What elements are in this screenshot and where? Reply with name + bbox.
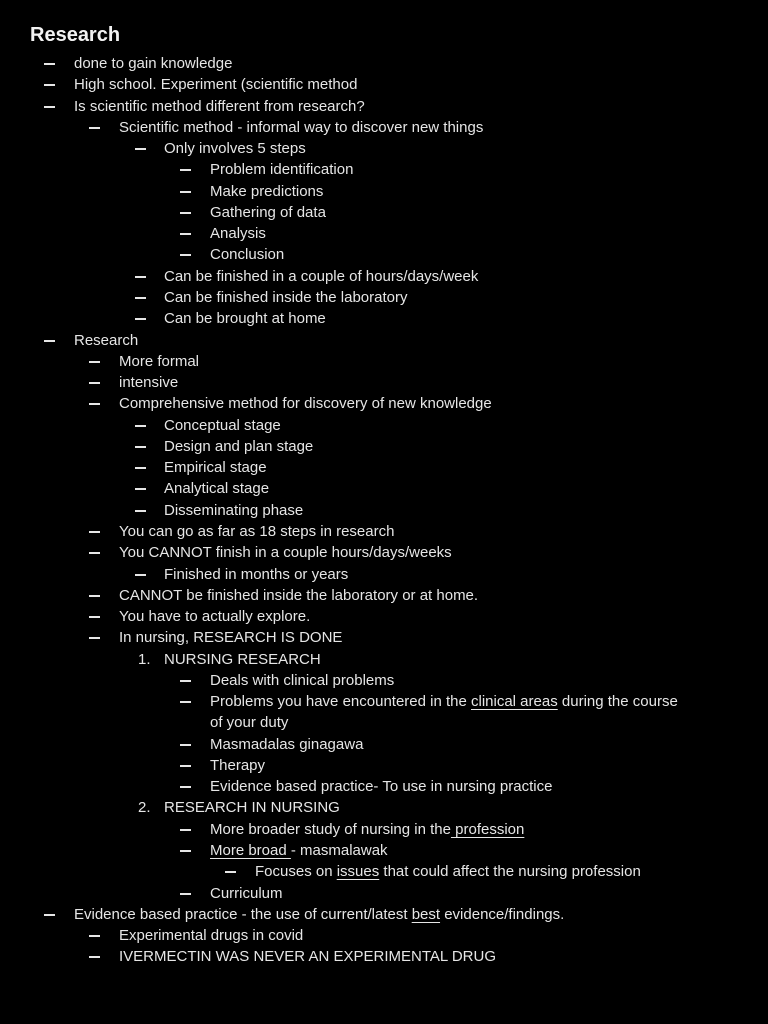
- outline-line[interactable]: [0, 691, 768, 712]
- dash-bullet-icon: [180, 850, 191, 852]
- dash-bullet-icon: [44, 914, 55, 916]
- dash-bullet-icon: [180, 893, 191, 895]
- underlined-text: clinical areas: [471, 693, 558, 711]
- line-text[interactable]: Only involves 5 steps: [164, 140, 306, 158]
- text-segment: Evidence based practice - the use of current/latest: [74, 905, 412, 923]
- outline-line[interactable]: [0, 904, 768, 925]
- dash-bullet-icon: [180, 254, 191, 256]
- line-text[interactable]: Can be finished inside the laboratory: [164, 289, 408, 306]
- outline-line[interactable]: [0, 819, 768, 840]
- line-text[interactable]: You can go as far as 18 steps in research: [119, 522, 395, 540]
- line-text[interactable]: Can be finished in a couple of hours/days/week: [164, 267, 479, 285]
- line-text[interactable]: Gathering of data: [210, 203, 326, 221]
- outline-line[interactable]: [0, 500, 768, 521]
- outline-line[interactable]: [0, 74, 768, 95]
- line-text[interactable]: Therapy: [210, 756, 266, 774]
- dash-bullet-icon: [89, 531, 100, 533]
- text-segment: More broader study of nursing in the: [210, 820, 451, 838]
- outline-line[interactable]: [0, 330, 768, 351]
- outline-line[interactable]: [0, 53, 768, 74]
- list-number: 2.: [138, 799, 151, 817]
- outline-line[interactable]: [0, 925, 768, 946]
- line-text[interactable]: intensive: [119, 374, 179, 392]
- line-text[interactable]: You have to actually explore.: [119, 608, 311, 625]
- dash-bullet-icon: [180, 744, 191, 746]
- outline-line[interactable]: [0, 883, 768, 904]
- outline-line[interactable]: [0, 244, 768, 265]
- dash-bullet-icon: [89, 127, 100, 129]
- line-text[interactable]: Finished in months or years: [164, 565, 349, 583]
- outline-line[interactable]: [0, 223, 768, 244]
- line-text[interactable]: Disseminating phase: [164, 501, 304, 519]
- dash-bullet-icon: [135, 425, 146, 427]
- dash-bullet-icon: [89, 361, 100, 363]
- dash-bullet-icon: [180, 829, 191, 831]
- text-segment: during the course: [557, 693, 678, 711]
- outline-line[interactable]: [0, 457, 768, 478]
- text-segment: that could affect the nursing profession: [379, 863, 641, 881]
- text-segment: - masmalawak: [290, 842, 388, 859]
- line-text[interactable]: [74, 904, 564, 925]
- line-text[interactable]: In nursing, RESEARCH IS DONE: [119, 629, 343, 647]
- outline-line[interactable]: [0, 478, 768, 499]
- dash-bullet-icon: [44, 340, 55, 342]
- dash-bullet-icon: [89, 616, 100, 618]
- dash-bullet-icon: [135, 510, 146, 512]
- dash-bullet-icon: [225, 871, 236, 873]
- outline-line[interactable]: [0, 797, 768, 818]
- line-text[interactable]: Masmadalas ginagawa: [210, 735, 364, 753]
- line-text[interactable]: Design and plan stage: [164, 437, 314, 455]
- outline-line[interactable]: [0, 287, 768, 308]
- line-text[interactable]: Can be brought at home: [164, 310, 326, 328]
- dash-bullet-icon: [180, 701, 191, 703]
- outline-line[interactable]: [0, 670, 768, 691]
- dash-bullet-icon: [89, 935, 100, 937]
- line-text[interactable]: Problem identification: [210, 161, 354, 179]
- outline-line[interactable]: [0, 521, 768, 542]
- line-text[interactable]: NURSING RESEARCH: [164, 650, 321, 668]
- line-text[interactable]: Scientific method - informal way to discover new things: [119, 118, 484, 136]
- outline-line[interactable]: [0, 840, 768, 861]
- dash-bullet-icon: [89, 956, 100, 958]
- dash-bullet-icon: [180, 191, 191, 193]
- outline-line[interactable]: [0, 946, 768, 967]
- underlined-text: issues: [336, 863, 380, 881]
- line-text[interactable]: done to gain knowledge: [74, 55, 233, 72]
- outline-line[interactable]: [0, 159, 768, 180]
- text-segment: Focuses on: [255, 863, 337, 881]
- underlined-text: More broad: [210, 842, 291, 859]
- line-text[interactable]: [255, 861, 641, 882]
- note-title[interactable]: Research: [30, 24, 121, 46]
- outline-line[interactable]: [0, 436, 768, 457]
- line-text[interactable]: Is scientific method different from research?: [74, 97, 365, 115]
- outline-line[interactable]: [0, 776, 768, 797]
- dash-bullet-icon: [180, 233, 191, 235]
- line-text[interactable]: Evidence based practice- To use in nursing practice: [210, 778, 553, 796]
- line-text[interactable]: Conclusion: [210, 246, 285, 264]
- dash-bullet-icon: [180, 680, 191, 682]
- line-text[interactable]: Analytical stage: [164, 480, 270, 498]
- outline-line[interactable]: [0, 734, 768, 755]
- outline-line[interactable]: [0, 266, 768, 287]
- dash-bullet-icon: [89, 382, 100, 384]
- dash-bullet-icon: [89, 403, 100, 405]
- outline-line[interactable]: [0, 415, 768, 436]
- outline-line[interactable]: [0, 181, 768, 202]
- line-text[interactable]: RESEARCH IN NURSING: [164, 799, 340, 817]
- outline-line[interactable]: [0, 606, 768, 627]
- underlined-text: profession: [450, 820, 525, 838]
- line-text[interactable]: Research: [74, 331, 139, 349]
- outline-line[interactable]: [0, 138, 768, 159]
- line-text[interactable]: Comprehensive method for discovery of new knowledge: [119, 395, 492, 413]
- outline-line[interactable]: [0, 564, 768, 585]
- line-text[interactable]: High school. Experiment (scientific method: [74, 76, 358, 94]
- line-text[interactable]: You CANNOT finish in a couple hours/days/weeks: [119, 544, 452, 562]
- dash-bullet-icon: [135, 297, 146, 299]
- dash-bullet-icon: [135, 574, 146, 576]
- outline-line[interactable]: [0, 96, 768, 117]
- outline-line[interactable]: [0, 372, 768, 393]
- outline-line[interactable]: [0, 755, 768, 776]
- outline-line[interactable]: [0, 627, 768, 648]
- text-segment: evidence/findings.: [440, 905, 565, 923]
- dash-bullet-icon: [180, 786, 191, 788]
- underlined-text: best: [411, 905, 441, 923]
- text-segment: Problems you have encountered in the: [210, 693, 471, 711]
- outline-line[interactable]: [0, 308, 768, 329]
- line-text[interactable]: [210, 840, 388, 861]
- dash-bullet-icon: [44, 106, 55, 108]
- dash-bullet-icon: [89, 637, 100, 639]
- dash-bullet-icon: [89, 595, 100, 597]
- dash-bullet-icon: [135, 467, 146, 469]
- outline-line[interactable]: [0, 861, 768, 882]
- line-text[interactable]: More formal: [119, 352, 200, 370]
- line-text[interactable]: Experimental drugs in covid: [119, 927, 304, 945]
- outline-line[interactable]: [0, 585, 768, 606]
- outline-line[interactable]: [0, 649, 768, 670]
- dash-bullet-icon: [44, 84, 55, 86]
- dash-bullet-icon: [180, 169, 191, 171]
- line-text[interactable]: CANNOT be finished inside the laboratory or at home.: [119, 586, 479, 604]
- dash-bullet-icon: [44, 63, 55, 65]
- line-text[interactable]: Curriculum: [210, 884, 283, 902]
- dash-bullet-icon: [135, 148, 146, 150]
- dash-bullet-icon: [180, 212, 191, 214]
- dash-bullet-icon: [135, 446, 146, 448]
- outline-line[interactable]: [0, 117, 768, 138]
- dash-bullet-icon: [89, 552, 100, 554]
- line-text[interactable]: of your duty: [210, 714, 289, 732]
- line-text[interactable]: Analysis: [210, 225, 266, 243]
- outline-line[interactable]: [0, 542, 768, 563]
- dash-bullet-icon: [135, 276, 146, 278]
- line-text[interactable]: Make predictions: [210, 182, 324, 200]
- list-number: 1.: [138, 650, 151, 668]
- line-text[interactable]: IVERMECTIN WAS NEVER AN EXPERIMENTAL DRUG: [119, 948, 496, 966]
- dash-bullet-icon: [180, 765, 191, 767]
- outline-line[interactable]: [0, 393, 768, 414]
- line-text[interactable]: Conceptual stage: [164, 416, 281, 434]
- line-text[interactable]: Empirical stage: [164, 459, 267, 477]
- line-text[interactable]: [210, 819, 524, 840]
- outline-line[interactable]: [0, 712, 768, 733]
- outline-line[interactable]: [0, 351, 768, 372]
- outline-line[interactable]: [0, 202, 768, 223]
- line-text[interactable]: [210, 691, 678, 712]
- dash-bullet-icon: [135, 318, 146, 320]
- dash-bullet-icon: [135, 488, 146, 490]
- line-text[interactable]: Deals with clinical problems: [210, 671, 395, 689]
